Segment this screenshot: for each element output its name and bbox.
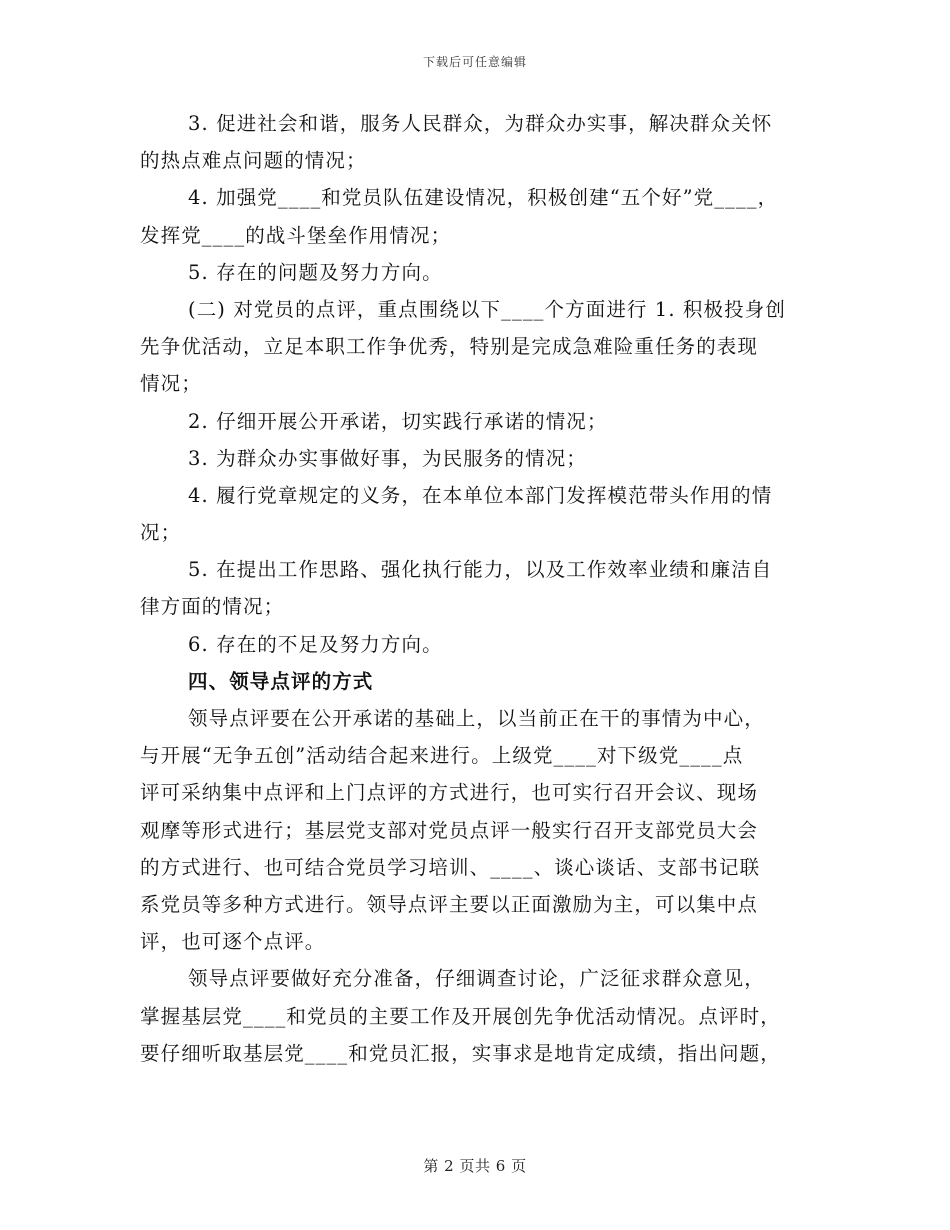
text-line: 先争优活动，立足本职工作争优秀，特别是完成急难险重任务的表现 [140,335,759,359]
text-line: 4. 履行党章规定的义务，在本单位本部门发挥模范带头作用的情 [188,483,773,507]
text-line: 律方面的情况； [140,595,285,619]
text-line: 观摩等形式进行；基层党支部对党员点评一般实行召开支部党员大会 [140,818,759,842]
text-line: 3. 促进社会和谐，服务人民群众，为群众办实事，解决群众关怀 [188,112,773,135]
text-line: 况； [140,521,182,545]
page-footer: 第 2 页共 6 页 [423,1157,527,1175]
text-line: 与开展“无争五创”活动结合起来进行。上级党____对下级党____点 [140,744,744,768]
section-heading: 四、领导点评的方式 [188,669,374,693]
text-line: 情况； [140,372,202,396]
text-line: 领导点评要在公开承诺的基础上，以当前正在干的事情为中心， [188,707,765,730]
text-line: 评可采纳集中点评和上门点评的方式进行，也可实行召开会议、现场 [140,781,759,805]
text-line: 领导点评要做好充分准备，仔细调查讨论，广泛征求群众意见， [188,967,765,991]
text-line: 要仔细听取基层党____和党员汇报，实事求是地肯定成绩，指出问题， [140,1041,781,1065]
text-line: 5. 存在的问题及努力方向。 [188,260,443,284]
text-line: 发挥党____的战斗堡垒作用情况； [140,223,452,247]
text-line: 评，也可逐个点评。 [140,930,326,954]
page-header: 下载后可任意编辑 [422,55,527,69]
text-line: 3. 为群众办实事做好事，为民服务的情况； [188,446,587,470]
text-line: 掌握基层党____和党员的主要工作及开展创先争优活动情况。点评时， [140,1004,781,1028]
text-line: 4. 加强党____和党员队伍建设情况，积极创建“五个好”党____， [188,186,779,210]
document-body [140,105,812,1072]
text-line: 的热点难点问题的情况； [140,149,367,173]
text-line: 系党员等多种方式进行。领导点评主要以正面激励为主，可以集中点 [140,892,759,916]
text-line: (二) 对党员的点评，重点围绕以下____个方面进行 1. 积极投身创 [188,297,786,321]
text-line: 2. 仔细开展公开承诺，切实践行承诺的情况； [188,409,608,433]
text-line: 6. 存在的不足及努力方向。 [188,632,443,656]
text-line: 的方式进行、也可结合党员学习培训、____、谈心谈话、支部书记联 [140,855,761,879]
text-line: 5. 在提出工作思路、强化执行能力，以及工作效率业绩和廉洁自 [188,558,773,582]
